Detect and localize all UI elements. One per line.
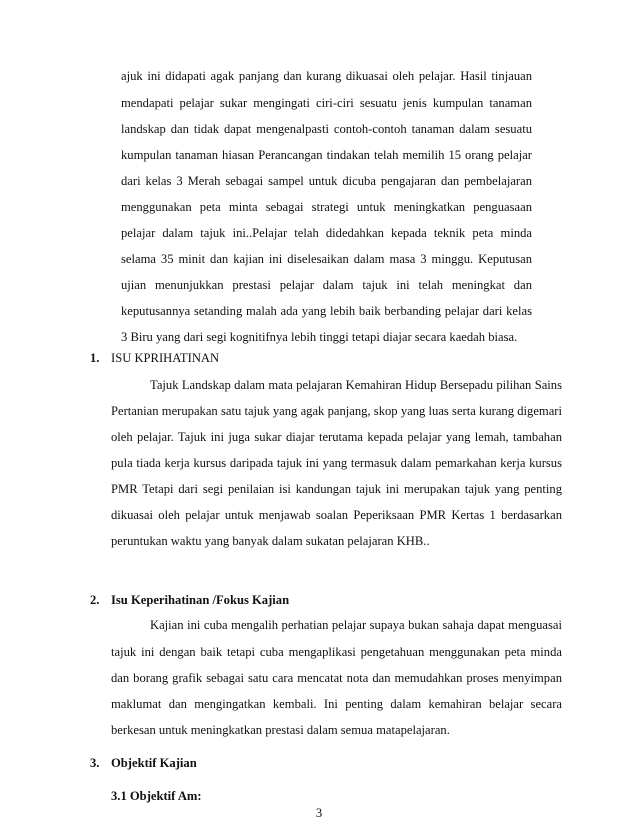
section-number: 1.: [90, 351, 100, 365]
text-line: oleh pelajar. Tajuk ini juga sukar diajar terutama kepada pelajar yang lemah, tambahan: [111, 430, 562, 444]
text-line: pelajar dalam tajuk ini..Pelajar telah didedahkan kepada teknik peta minda: [121, 226, 532, 240]
text-line: Tajuk Landskap dalam mata pelajaran Kemahiran Hidup Bersepadu pilihan Sains: [150, 378, 562, 392]
text-line: PMR Tetapi dari segi penilaian isi kandungan tajuk ini merupakan tajuk yang penting: [111, 482, 562, 496]
text-line: dikuasai oleh pelajar untuk menjawab soalan Peperiksaan PMR Kertas 1 berdasarkan: [111, 508, 562, 522]
section-heading: ISU KPRIHATINAN: [111, 351, 220, 365]
text-line: keputusannya setanding malah ada yang lebih baik berbanding pelajar dari kelas: [121, 304, 532, 318]
text-line: kumpulan tanaman hiasan Perancangan tindakan telah memilih 15 orang pelajar: [121, 148, 532, 162]
subsection-heading: 3.1 Objektif Am:: [111, 789, 202, 803]
text-line: pula tiada kerja kursus daripada tajuk ini yang termasuk dalam pemarkahan kerja kursus: [111, 456, 562, 470]
text-line: berkesan untuk meningkatkan prestasi dalam semua matapelajaran.: [111, 723, 450, 737]
text-line: ujian menunjukkan prestasi pelajar dalam tajuk ini telah meningkat dan: [121, 278, 532, 292]
text-line: mendapati pelajar sukar mengingati ciri-ciri sesuatu jenis kumpulan tanaman: [121, 96, 532, 110]
text-line: menggunakan peta minta sebagai strategi untuk meningkatkan penguasaan: [121, 200, 532, 214]
text-line: 3 Biru yang dari segi kognitifnya lebih tinggi tetapi diajar secara kaedah biasa.: [121, 330, 518, 344]
section-number: 2.: [90, 593, 100, 607]
text-line: maklumat dan mengingatkan kembali. Ini penting dalam kemahiran belajar secara: [111, 697, 562, 711]
text-line: landskap dan tidak dapat mengenalpasti contoh-contoh tanaman dalam sesuatu: [121, 122, 532, 136]
text-line: peruntukan waktu yang banyak dalam sukatan pelajaran KHB..: [111, 534, 430, 548]
section-heading: Objektif Kajian: [111, 756, 197, 770]
text-line: selama 35 minit dan kajian ini diselesaikan dalam masa 3 minggu. Keputusan: [121, 252, 532, 266]
text-line: Pertanian merupakan satu tajuk yang agak panjang, skop yang luas serta kurang digemari: [111, 404, 562, 418]
text-line: dan borang grafik sebagai satu cara mencatat nota dan memudahkan proses menyimpan: [111, 671, 562, 685]
page-number: 3: [315, 806, 323, 820]
text-line: tajuk ini dengan baik tetapi cuba mengaplikasi pengetahuan menggunakan peta minda: [111, 645, 562, 659]
text-line: Kajian ini cuba mengalih perhatian pelajar supaya bukan sahaja dapat menguasai: [150, 618, 562, 632]
section-number: 3.: [90, 756, 100, 770]
text-line: dari kelas 3 Merah sebagai sampel untuk dicuba pengajaran dan pembelajaran: [121, 174, 532, 188]
section-heading: Isu Keperihatinan /Fokus Kajian: [111, 593, 290, 607]
text-line: ajuk ini didapati agak panjang dan kurang dikuasai oleh pelajar. Hasil tinjauan: [121, 69, 532, 83]
